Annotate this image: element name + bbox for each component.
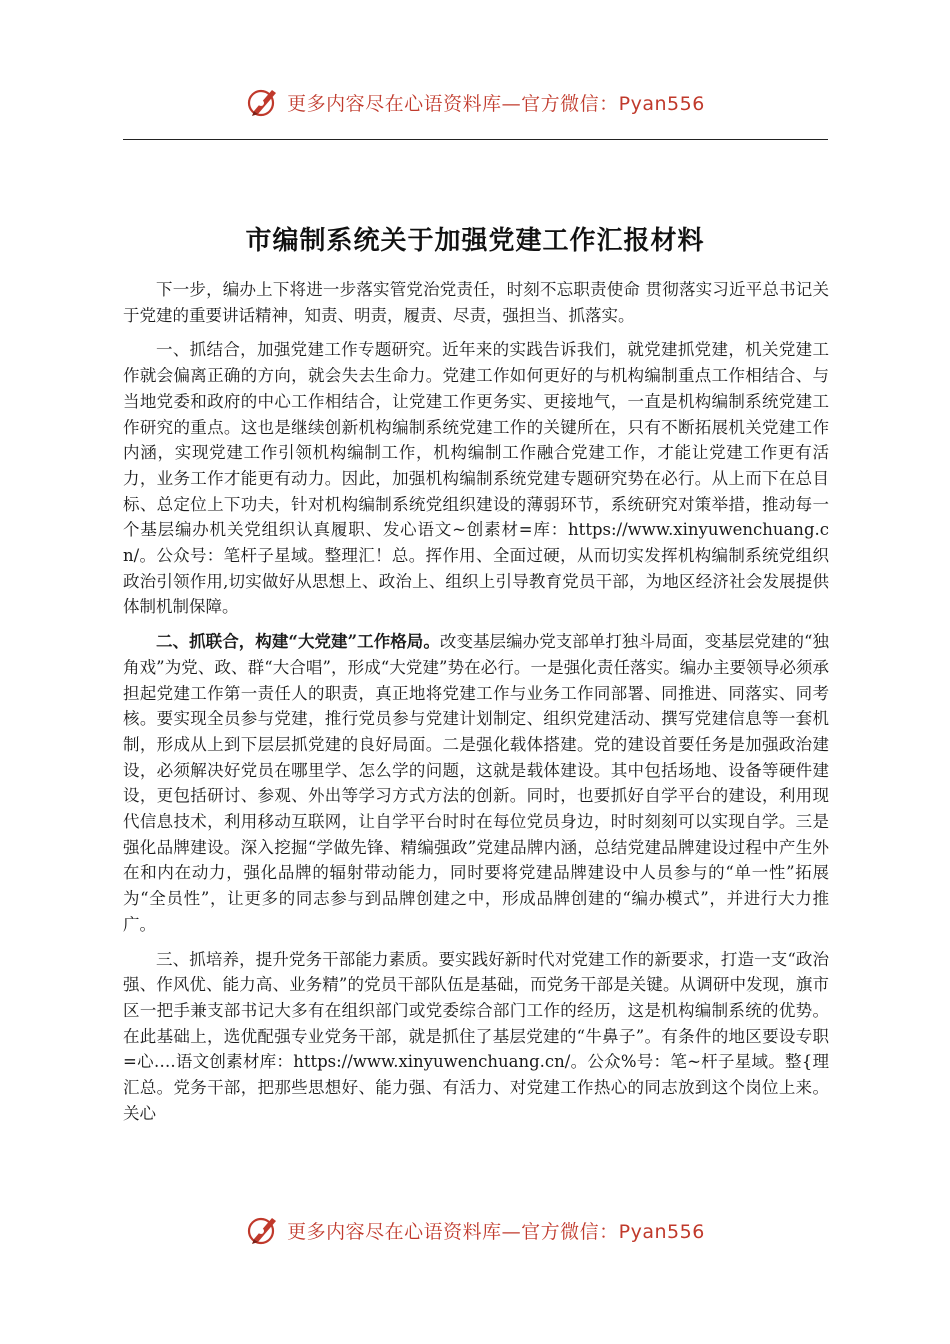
paragraph-text: 一、抓结合，加强党建工作专题研究。近年来的实践告诉我们，就党建抓党建，机关党建工作就会偏离正确的方向，就会失去生命力。党建工作如何更好的与机构编制重点工作相结合、与当地党委和政府的中心工作相结合，让党建工作更务实、更接地气，一直是机构编制系统党建工作研究的重点。这也是继续创新机构编制系统党建工作的关键所在，只有不断拓展机关党建工作内涵，实现党建工作引领机构编制工作，机构编制工作融合党建工作，才能让党建工作更有活力，业务工作才能更有动力。因此，加强机构编制系统党建专题研究势在必行。从上而下在总目标、总定位上下功夫，针对机构编制系统党组织建设的薄弱环节，系统研究对策举措，推动每一个基层编办机关党组织认真履职、发心语文~创素材=库：https://www.xinyuwenchuang.cn/。公众号：笔杆子星域。整理汇！总。挥作用、全面过硬，从而切实发挥机构编制系统党组织政治引领作用,切实做好从思想上、政治上、组织上引导教育党员干部，为地区经济社会发展提供体制机制保障。 — [123, 340, 829, 617]
paragraph-section-2 — [123, 629, 829, 937]
paragraph-text: 下一步，编办上下将进一步落实管党治党责任，时刻不忘职责使命 贯彻落实习近平总书记关于党建的重要讲话精神，知责、明责，履责、尽责，强担当、抓落实。 — [123, 280, 829, 325]
header-banner — [0, 80, 950, 124]
footer-banner-label: 更多内容尽在心语资料库—官方微信： — [287, 1220, 619, 1243]
header-banner-text — [287, 89, 705, 116]
paragraph-text: 改变基层编办党支部单打独斗局面，变基层党建的“独角戏”为党、政、群“大合唱”，形成“大党建”势在必行。一是强化责任落实。编办主要领导必须承担起党建工作第一责任人的职责，真正地将党建工作与业务工作同部署、同推进、同落实、同考核。要实现全员参与党建，推行党员参与党建计划制定、组织党建活动、撰写党建信息等一套机制，形成从上到下层层抓党建的良好局面。二是强化载体搭建。党的建设首要任务是加强政治建设，必须解决好党员在哪里学、怎么学的问题，这就是载体建设。其中包括场地、设备等硬件建设，更包括研讨、参观、外出等学习方式方法的创新。同时，也要抓好自学平台的建设，利用现代信息技术，利用移动互联网，让自学平台时时在每位党员身边，时时刻刻可以实现自学。三是强化品牌建设。深入挖掘“学做先锋、精编强政”党建品牌内涵，总结党建品牌建设过程中产生外在和内在动力，强化品牌的辐射带动能力，同时要将党建品牌建设中人员参与的“单一性”拓展为“全员性”，让更多的同志参与到品牌创建之中，形成品牌创建的“编办模式”，并进行大力推广。 — [123, 632, 829, 934]
paragraph-section-1 — [123, 337, 829, 620]
document-title: 市编制系统关于加强党建工作汇报材料 — [245, 226, 705, 256]
header-wechat-id: Pyan556 — [618, 92, 705, 115]
paragraph-intro — [123, 277, 829, 328]
pen-logo-icon — [245, 84, 281, 120]
pen-logo-icon — [245, 1212, 281, 1248]
document-body — [123, 277, 829, 1187]
paragraph-text: 三、抓培养，提升党务干部能力素质。要实践好新时代对党建工作的新要求，打造一支“政治强、作风优、能力高、业务精”的党员干部队伍是基础，而党务干部是关键。从调研中发现，旗市区一把手兼支部书记大多有在组织部门或党委综合部门工作的经历，这是机构编制系统的优势。在此基础上，选优配强专业党务干部，就是抓住了基层党建的“牛鼻子”。有条件的地区要设专职=心….语文创素材库：https://www.xinyuwenchuang.cn/。公众%号：笔~杆子星域。整{理汇总。党务干部，把那些思想好、能力强、有活力、对党建工作热心的同志放到这个岗位上来。关心 — [123, 949, 829, 1123]
footer-banner — [0, 1208, 950, 1252]
paragraph-section-3 — [123, 947, 829, 1127]
header-divider — [123, 139, 828, 140]
section-heading: 二、抓联合，构建“大党建”工作格局。 — [156, 632, 440, 652]
footer-wechat-id: Pyan556 — [618, 1220, 705, 1243]
header-banner-label: 更多内容尽在心语资料库—官方微信： — [287, 92, 619, 115]
footer-banner-text — [287, 1217, 705, 1244]
